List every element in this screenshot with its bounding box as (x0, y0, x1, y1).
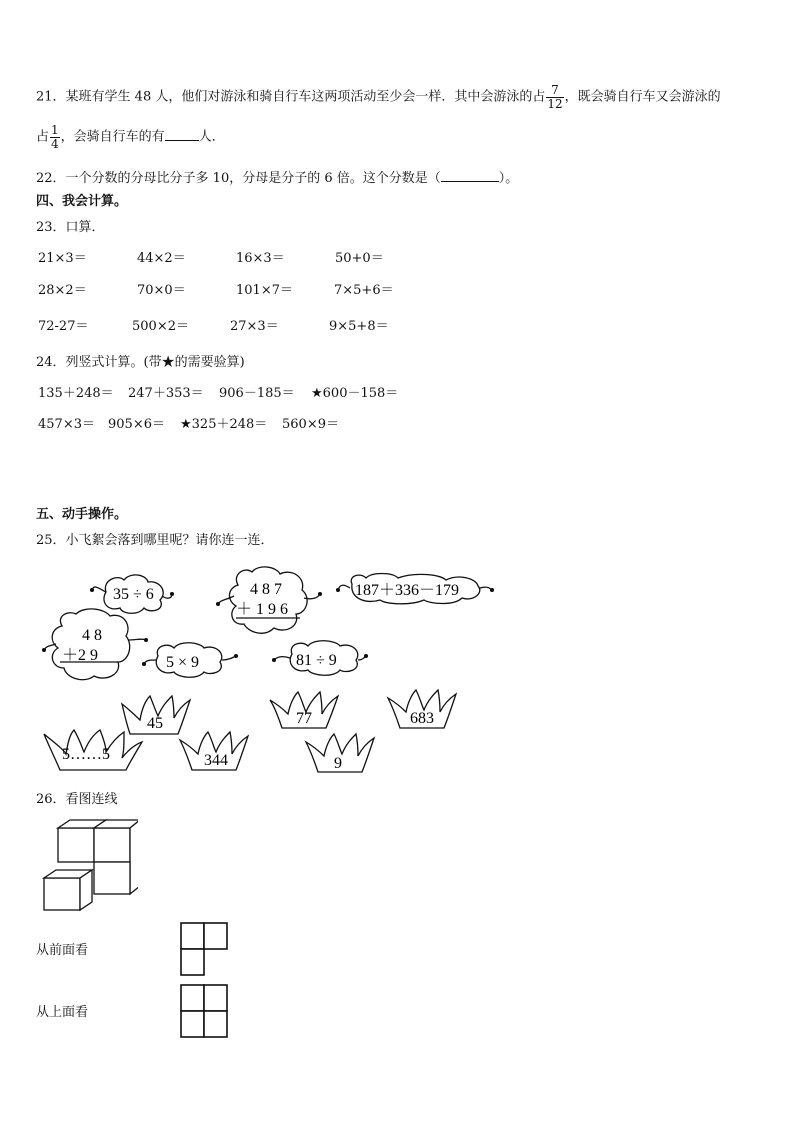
cloud-4-shape[interactable] (43, 609, 148, 680)
q23-r3c3: 27×3＝ (230, 319, 279, 334)
q23-r2c1: 28×2＝ (38, 283, 87, 298)
cloud-3-text: 187＋336－179 (355, 582, 460, 599)
q21-fraction-2: $\frac{1}{4}$ (51, 123, 59, 151)
grass-4-text: 77 (296, 710, 312, 727)
q21-text-e: 人． (198, 129, 225, 145)
top-view-figure[interactable] (180, 984, 230, 1040)
cloud-6-text: 81 ÷ 9 (296, 652, 337, 669)
q24-r1c4: ★600－158＝ (311, 386, 399, 401)
cloud-4-top: 4 8 (82, 627, 102, 644)
q26-title: 26．看图连线 (36, 792, 118, 807)
cloud-2-top: 4 8 7 (250, 581, 282, 598)
q21-line2 (36, 124, 225, 150)
q21-fraction-1: $\frac{7}{12}$ (547, 83, 563, 111)
q23-r3c4: 9×5+8＝ (329, 319, 389, 334)
top-view-label: 从上面看 (36, 1005, 89, 1020)
q23-r2c3: 101×7＝ (236, 283, 293, 298)
q21-text-b: ，既会骑自行车又会游泳的 (564, 89, 721, 105)
q23-title: 23．口算． (36, 220, 105, 235)
front-view-label: 从前面看 (36, 943, 89, 958)
cloud-2-bottom: ＋ 1 9 6 (236, 601, 289, 618)
q24-r2c2: 905×6＝ (108, 417, 165, 432)
q22-answer-blank[interactable] (441, 169, 499, 182)
q23-r3c1: 72-27＝ (38, 319, 89, 334)
q21-text-d: ，会骑自行车的有 (60, 129, 165, 145)
section-4-heading: 四、我会计算。 (36, 194, 128, 209)
cloud-1-text: 35 ÷ 6 (113, 586, 154, 603)
q23-r1c3: 16×3＝ (236, 251, 285, 266)
q21-text-c: 占 (36, 129, 50, 145)
q24-title: 24．列竖式计算。(带★的需要验算) (36, 355, 245, 370)
q24-r1c3: 906－185＝ (219, 386, 295, 401)
q21-answer-blank[interactable] (165, 128, 199, 141)
q24-r2c3: ★325＋248＝ (180, 417, 268, 432)
q25-figure (0, 560, 794, 820)
q24-r1c2: 247＋353＝ (128, 386, 204, 401)
q23-r1c1: 21×3＝ (38, 251, 87, 266)
q23-r2c2: 70×0＝ (137, 283, 186, 298)
q24-r2c1: 457×3＝ (38, 417, 95, 432)
q23-r1c2: 44×2＝ (137, 251, 186, 266)
q22-line (36, 169, 518, 185)
grass-5-text: 9 (334, 755, 342, 772)
front-view-figure[interactable] (180, 922, 230, 978)
q22-text-a: 22．一个分数的分母比分子多 10，分母是分子的 6 倍。这个分数是（ (36, 171, 441, 186)
q22-text-b: ）。 (498, 171, 519, 186)
q23-r1c4: 50+0＝ (335, 251, 384, 266)
q24-r1c1: 135＋248＝ (38, 386, 114, 401)
q24-r2c4: 560×9＝ (282, 417, 339, 432)
section-5-heading: 五、动手操作。 (36, 507, 128, 522)
q25-title: 25．小飞絮会落到哪里呢？请你连一连． (36, 533, 274, 548)
q21-line1 (36, 84, 721, 110)
q23-r2c4: 7×5+6＝ (334, 283, 394, 298)
grass-3-text: 344 (204, 752, 228, 769)
q23-r3c2: 500×2＝ (132, 319, 189, 334)
cloud-5-text: 5 × 9 (166, 654, 200, 671)
grass-6-text: 683 (410, 710, 434, 727)
grass-1-text: 5……5 (62, 746, 110, 763)
grass-2-text: 45 (147, 715, 163, 732)
cube-stack-figure (38, 816, 138, 916)
cloud-4-bottom: ＋2 9 (62, 647, 99, 664)
q21-text-a: 21．某班有学生 48 人，他们对游泳和骑自行车这两项活动至少会一样．其中会游泳的占 (36, 89, 546, 105)
